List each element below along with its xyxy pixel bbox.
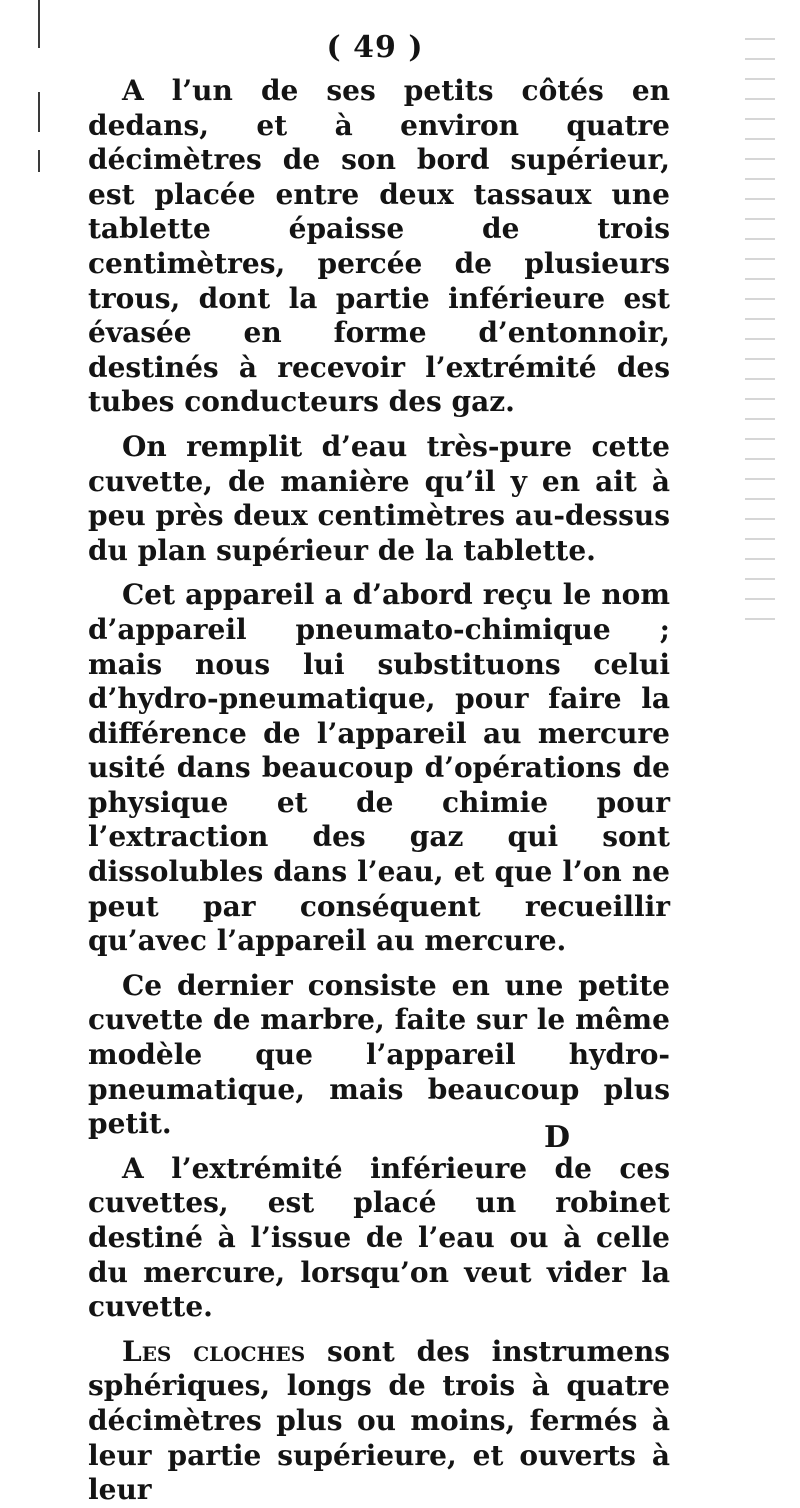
paragraph-1: A l’un de ses petits côtés en dedans, et à environ quatre décimètres de son bord supérieur, est placée entre deux tassaux une tablette épaisse de trois centimètres, percée de plusieurs trous, dont la partie inférieure est évasée en forme d’entonnoir, destinés à recevoir l’extrémité des tubes conducteurs des gaz.: [88, 74, 670, 419]
body-text: [88, 74, 670, 1508]
paragraph-5: A l’extrémité inférieure de ces cuvettes, est placé un robinet destiné à l’issue de l’eau ou à celle du mercure, lorsqu’on veut vider la cuvette.: [88, 1151, 670, 1324]
paragraph-6-text: sont des instrumens sphériques, longs de trois à quatre décimètres plus ou moins, fermés à leur partie supérieure, et ouverts à leur: [88, 1334, 671, 1507]
margin-mark: [38, 92, 40, 132]
paragraph-4: Ce dernier consiste en une petite cuvette de marbre, faite sur le même modèle que l’appareil hydro-pneumatique, mais beaucoup plus petit.: [88, 968, 670, 1141]
paragraph-3: Cet appareil a d’abord reçu le nom d’appareil pneumato-chimique ; mais nous lui substituons celui d’hydro-pneumatique, pour faire la différence de l’appareil au mercure usité dans beaucoup d’opérations de physique et de chimie pour l’extraction des gaz qui sont dissolubles dans l’eau, et que l’on ne peut par conséquent recueillir qu’avec l’appareil au mercure.: [88, 578, 670, 958]
page-edge-shadow: [745, 20, 775, 620]
section-term: Les cloches: [122, 1334, 306, 1368]
paragraph-2: On remplit d’eau très-pure cette cuvette, de manière qu’il y en ait à peu près deux centimètres au-dessus du plan supérieur de la tablette.: [88, 429, 670, 567]
signature-mark: D: [544, 1120, 571, 1155]
margin-mark: [38, 150, 40, 172]
page-number: ( 49 ): [326, 30, 424, 65]
paragraph-6: [88, 1335, 670, 1508]
